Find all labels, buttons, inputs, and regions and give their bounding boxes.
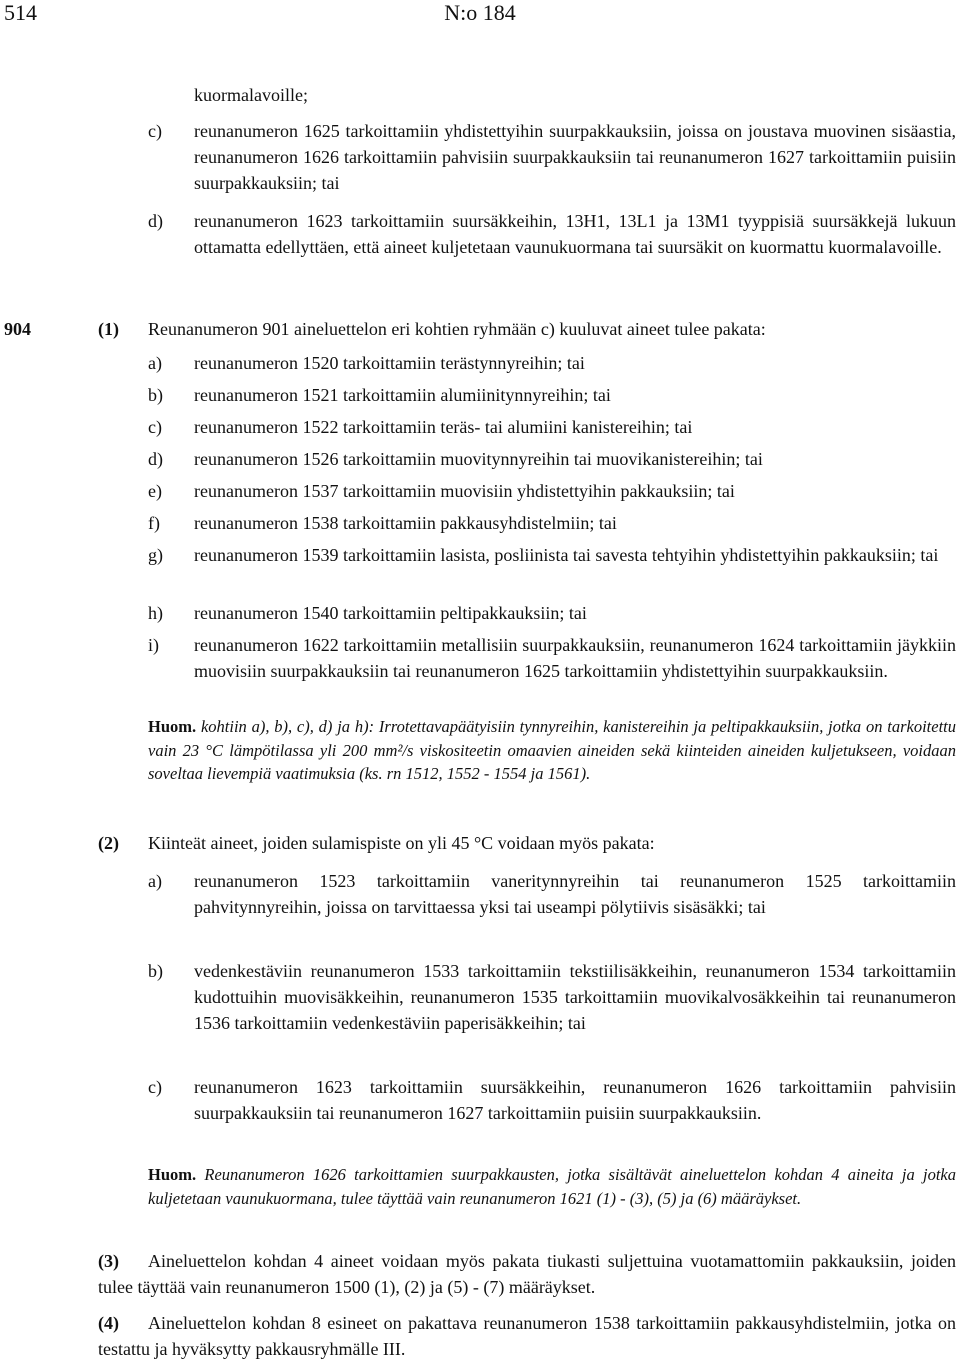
- marginal-number: 904: [4, 319, 31, 339]
- item-text: reunanumeron 1538 tarkoittamiin pakkausyhdistelmiin; tai: [194, 513, 617, 533]
- paragraph-text: Reunanumeron 901 aineluettelon eri kohtien ryhmään c) kuuluvat aineet tulee pakata:: [148, 319, 766, 339]
- paragraph-text: Aineluettelon kohdan 4 aineet voidaan myös pakata tiukasti suljettuina vuotamattomiin pakkauksiin, joiden tulee täyttää vain reunanumeron 1500 (1), (2) ja (5) - (7) määräykset.: [98, 1251, 956, 1297]
- list-item: [148, 868, 956, 920]
- note-label: Huom.: [148, 717, 197, 736]
- item-text: reunanumeron 1522 tarkoittamiin teräs- tai alumiini kanistereihin; tai: [194, 417, 693, 437]
- item-text: reunanumeron 1537 tarkoittamiin muovisiin yhdistettyihin pakkauksiin; tai: [194, 481, 735, 501]
- item-text: reunanumeron 1526 tarkoittamiin muovitynnyreihin tai muovikanistereihin; tai: [194, 449, 763, 469]
- paragraph-4: [98, 1310, 956, 1362]
- item-letter: d): [148, 449, 163, 469]
- page-number: 514: [4, 0, 37, 25]
- note-label: Huom.: [148, 1165, 197, 1184]
- list-item: [148, 350, 956, 376]
- item-letter: a): [148, 353, 162, 373]
- paragraph-text: Aineluettelon kohdan 8 esineet on pakattava reunanumeron 1538 tarkoittamiin pakkausyhdistelmiin, jotka on testattu ja hyväksytty pakkausryhmälle III.: [98, 1313, 956, 1359]
- item-text: reunanumeron 1521 tarkoittamiin alumiinitynnyreihin; tai: [194, 385, 611, 405]
- list-item: [148, 542, 956, 568]
- item-letter: g): [148, 545, 163, 565]
- list-item: [148, 446, 956, 472]
- list-item: [148, 118, 956, 196]
- note-text: kohtiin a), b), c), d) ja h): Irrotettavapäätyisiin tynnyreihin, kanistereihin ja peltipakkauksiin, jotka on tarkoitettu vain 23 °C lämpötilassa yli 200 mm²/s viskositeetin omaavien aineiden sekä kiinteiden aineiden kuljetukseen, voidaan soveltaa lievempiä vaatimuksia (ks. rn 1512, 1552 - 1554 ja 1561).: [148, 717, 957, 783]
- item-letter: b): [148, 961, 163, 981]
- item-letter: h): [148, 603, 163, 623]
- list-item: [148, 414, 956, 440]
- list-item: [148, 478, 956, 504]
- item-letter: b): [148, 385, 163, 405]
- list-item: [148, 510, 956, 536]
- item-text: reunanumeron 1622 tarkoittamiin metallisiin suurpakkauksiin, reunanumeron 1624 tarkoittamiin jäykkiin muovisiin suurpakkauksiin tai reunanumeron 1625 tarkoittamiin yhdistettyihin suurpakkauksiin.: [194, 635, 956, 681]
- note-text: Reunanumeron 1626 tarkoittamien suurpakkausten, jotka sisältävät aineluettelon kohdan 4 aineita ja jotka kuljetetaan vaunukuormana, tulee täyttää vain reunanumeron 1621 (1) - (3), (5) ja (6) määräykset.: [148, 1165, 956, 1208]
- paragraph-number: (3): [98, 1251, 119, 1271]
- list-item: [148, 600, 956, 626]
- paragraph-text: Kiinteät aineet, joiden sulamispiste on yli 45 °C voidaan myös pakata:: [148, 833, 655, 853]
- item-letter: d): [148, 211, 163, 231]
- note-paragraph-1: [148, 715, 956, 786]
- paragraph-3: [98, 1248, 956, 1300]
- item-text: reunanumeron 1625 tarkoittamiin yhdistettyihin suurpakkauksiin, joissa on joustava muovinen sisäastia, reunanumeron 1626 tarkoittamiin pahvisiin suurpakkauksiin tai reunanumeron 1627 tarkoittamiin puisiin suurpakkauksiin; tai: [194, 121, 956, 193]
- item-letter: a): [148, 871, 162, 891]
- item-text: vedenkestäviin reunanumeron 1533 tarkoittamiin tekstiilisäkkeihin, reunanumeron 1534 tarkoittamiin kudottuihin muovisäkkeihin, reunanumeron 1535 tarkoittamiin muovikalvosäkkeihin tai reunanumeron 1536 tarkoittamiin vedenkestäviin paperisäkkeihin; tai: [194, 961, 956, 1033]
- item-letter: i): [148, 635, 159, 655]
- document-number: N:o 184: [444, 0, 516, 25]
- item-letter: f): [148, 513, 160, 533]
- item-letter: c): [148, 417, 162, 437]
- item-letter: c): [148, 121, 162, 141]
- item-text: reunanumeron 1540 tarkoittamiin peltipakkauksiin; tai: [194, 603, 587, 623]
- list-item: [148, 208, 956, 260]
- paragraph-number: (4): [98, 1313, 119, 1333]
- item-letter: c): [148, 1077, 162, 1097]
- list-item: [148, 1074, 956, 1126]
- item-text: reunanumeron 1520 tarkoittamiin terästynnyreihin; tai: [194, 353, 585, 373]
- continuation-text: kuormalavoille;: [194, 85, 308, 105]
- note-paragraph-2: [148, 1163, 956, 1210]
- paragraph-2: [98, 830, 956, 856]
- list-item: [148, 382, 956, 408]
- list-item: [148, 958, 956, 1036]
- item-text: reunanumeron 1523 tarkoittamiin vaneritynnyreihin tai reunanumeron 1525 tarkoittamiin pahvitynnyreihin, joissa on tarvittaessa yksi tai useampi pölytiivis sisäsäkki; tai: [194, 871, 956, 917]
- page-header: [0, 0, 960, 26]
- paragraph-number: (1): [98, 319, 119, 339]
- item-text: reunanumeron 1539 tarkoittamiin lasista, posliinista tai savesta tehtyihin yhdistettyihin pakkauksiin; tai: [194, 545, 939, 565]
- item-text: reunanumeron 1623 tarkoittamiin suursäkkeihin, reunanumeron 1626 tarkoittamiin pahvisiin suurpakkauksiin tai reunanumeron 1627 tarkoittamiin puisiin suurpakkauksiin.: [194, 1077, 956, 1123]
- paragraph-1: [98, 316, 956, 342]
- paragraph-number: (2): [98, 833, 119, 853]
- item-text: reunanumeron 1623 tarkoittamiin suursäkkeihin, 13H1, 13L1 ja 13M1 tyyppisiä suursäkkejä lukuun ottamatta edellyttäen, että aineet kuljetetaan vaunukuormana tai suursäkit on kuormattu kuormalavoille.: [194, 211, 956, 257]
- list-item: [148, 632, 956, 684]
- item-letter: e): [148, 481, 162, 501]
